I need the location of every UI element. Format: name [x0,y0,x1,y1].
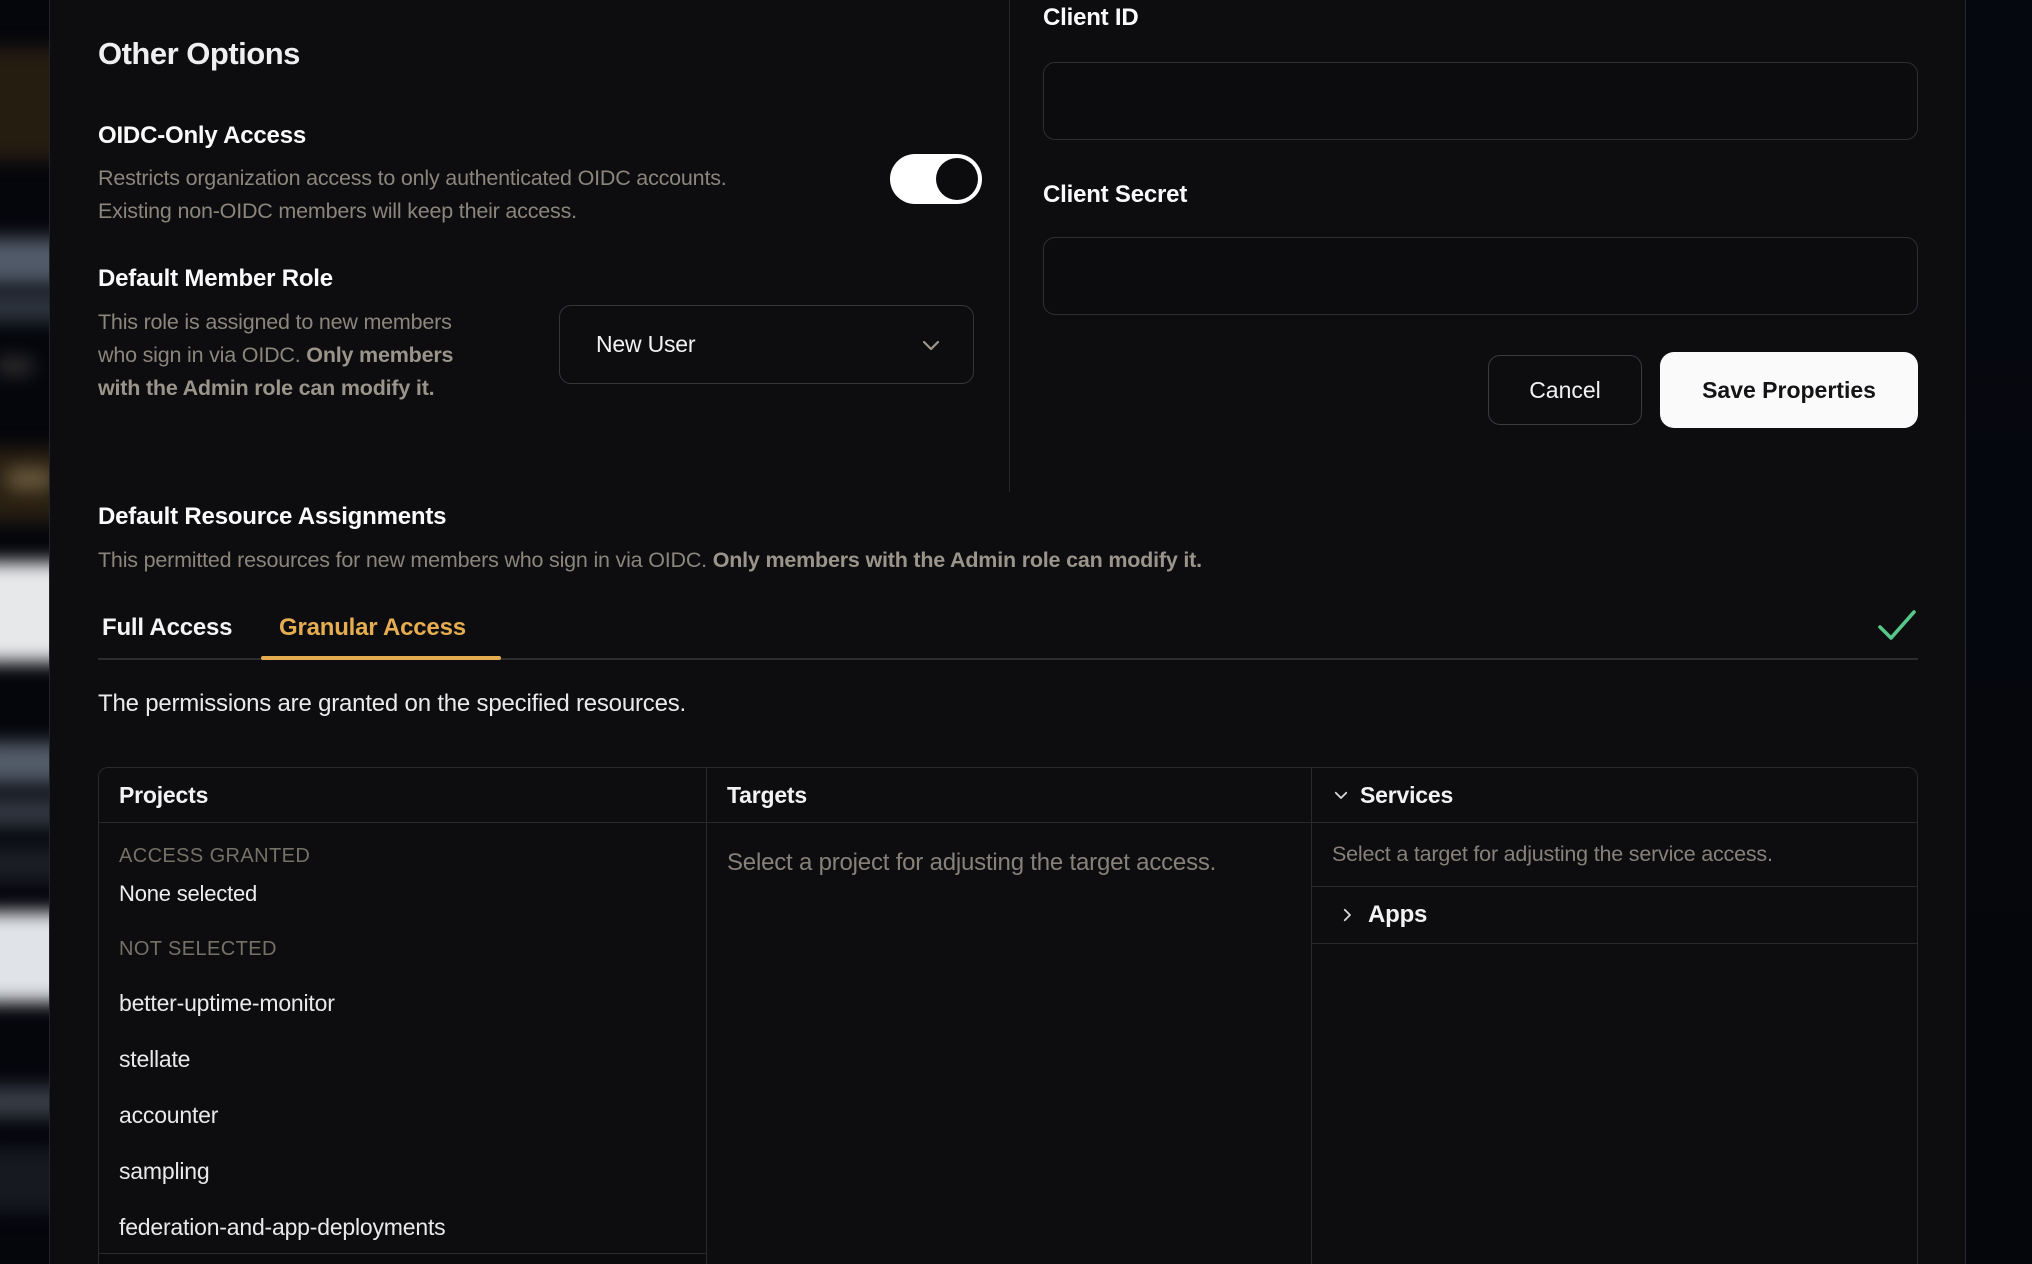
background-blur-blob [0,48,49,160]
oidc-only-access-toggle[interactable] [890,154,982,204]
role-description-line2-bold: Only members [306,343,454,367]
cancel-button[interactable]: Cancel [1488,355,1642,425]
role-description-line3-bold: with the Admin role can modify it. [98,376,435,400]
services-placeholder-row [1312,823,1917,887]
client-id-label: Client ID [1043,4,1139,31]
oidc-settings-panel [49,0,1966,1264]
active-tab-underline [261,656,501,660]
background-blur-blob [0,1148,49,1212]
services-header-label: Services [1360,781,1454,808]
services-column-body [1312,823,1917,1264]
background-blur-blob [0,562,49,662]
services-placeholder: Select a target for adjusting the service access. [1332,842,1773,866]
toggle-knob [936,158,978,200]
oidc-description-line1: Restricts organization access to only authenticated OIDC accounts. [98,166,727,190]
default-member-role-label: Default Member Role [98,265,333,292]
default-member-role-description [98,306,518,405]
background-blur-blob [0,1086,49,1118]
client-secret-label: Client Secret [1043,181,1188,208]
background-blur-blob [0,292,49,322]
subtitle-normal: This permitted resources for new members who sign in via OIDC. [98,548,713,572]
client-id-input[interactable] [1043,62,1918,140]
project-list-item[interactable]: accounter [119,1102,219,1128]
check-icon [1876,608,1918,644]
background-blur-blob [0,742,49,784]
project-list-item[interactable]: sampling [119,1158,210,1184]
oidc-only-access-description [98,162,727,228]
services-column-header[interactable] [1312,768,1917,823]
client-secret-input[interactable] [1043,237,1918,315]
targets-placeholder: Select a project for adjusting the target access. [727,849,1217,876]
chevron-down-icon [1332,786,1350,804]
apps-accordion-row[interactable] [1312,887,1917,944]
chevron-right-icon [1338,906,1356,924]
targets-column-header: Targets [707,768,1312,823]
project-list-item[interactable]: stellate [119,1046,191,1072]
permissions-note: The permissions are granted on the specified resources. [98,690,686,717]
background-blur-blob [0,912,49,1002]
background-blur-blob [0,796,49,828]
default-member-role-select[interactable] [559,305,974,384]
tab-full-access[interactable]: Full Access [102,614,233,641]
subtitle-bold: Only members with the Admin role can modify it. [712,548,1202,572]
other-options-title: Other Options [98,36,300,71]
resource-assignments-subtitle [98,544,1202,577]
clipped-list-row [99,1254,706,1264]
tab-granular-access[interactable]: Granular Access [279,614,466,641]
project-list-item[interactable]: federation-and-app-deployments [119,1214,446,1240]
background-blur-blob [0,358,34,374]
role-description-line1: This role is assigned to new members [98,310,452,334]
projects-column-header: Projects [99,768,707,823]
granular-access-table [98,767,1918,1264]
background-blur-blob [0,238,49,284]
background-blur-blob [6,468,49,490]
oidc-description-line2: Existing non-OIDC members will keep their access. [98,199,577,223]
resource-assignments-title: Default Resource Assignments [98,503,447,530]
project-list-item[interactable]: better-uptime-monitor [119,990,335,1016]
not-selected-label: NOT SELECTED [119,938,277,960]
apps-section-label: Apps [1368,901,1428,928]
access-granted-label: ACCESS GRANTED [119,845,311,867]
oidc-only-access-label: OIDC-Only Access [98,122,306,149]
save-properties-button[interactable]: Save Properties [1660,352,1918,428]
selected-role-value: New User [596,331,696,357]
access-granted-value: None selected [119,881,258,906]
projects-column-body [99,823,707,1264]
chevron-down-icon [919,333,943,357]
underlying-page-right [1966,0,2032,1264]
targets-column-body [707,823,1312,1264]
role-description-line2: who sign in via OIDC. [98,343,307,367]
project-list [119,975,706,1255]
background-blur-blob [0,846,49,882]
section-divider [1009,0,1010,492]
underlying-page-left [0,0,49,1264]
